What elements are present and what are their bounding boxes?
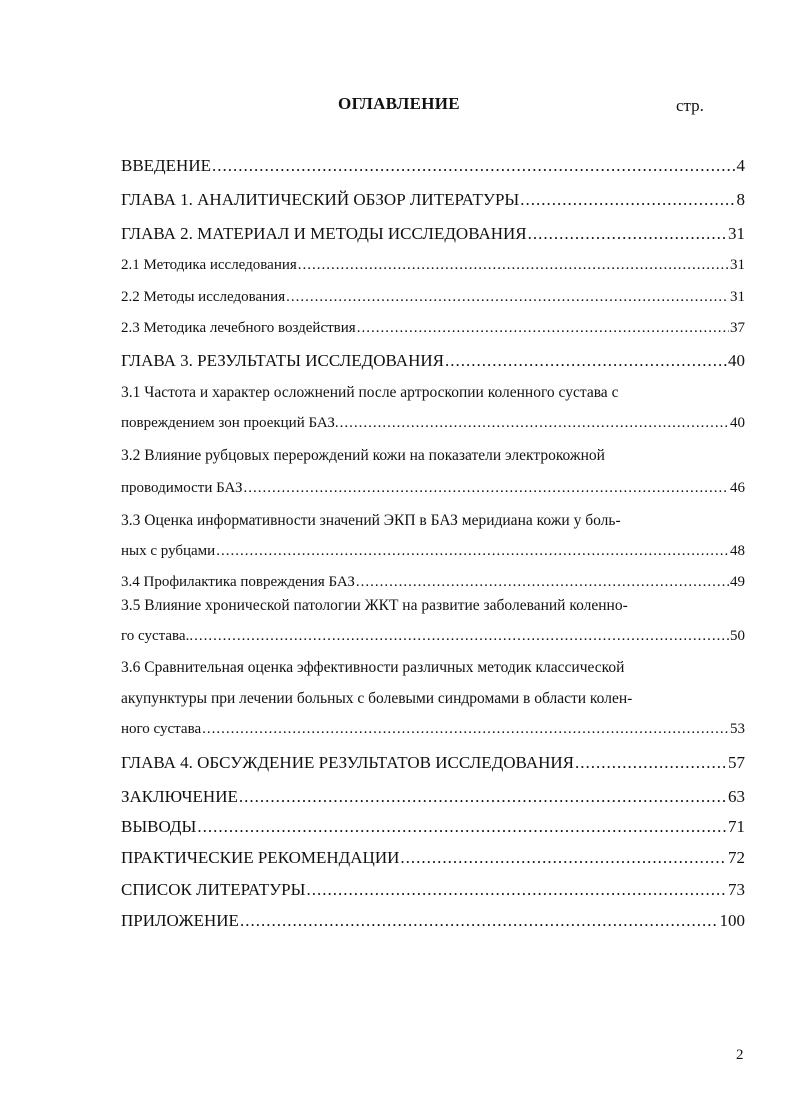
toc-entry-3-5[interactable]: го сустава.. ..... 50 [121,628,745,645]
toc-entry-chapter-2[interactable]: ГЛАВА 2. МАТЕРИАЛ И МЕТОДЫ ИССЛЕДОВАНИЯ ..... 31 [121,224,745,244]
toc-entry-chapter-3[interactable]: ГЛАВА 3. РЕЗУЛЬТАТЫ ИССЛЕДОВАНИЯ ..... 40 [121,351,745,371]
toc-entry-2-2[interactable]: 2.2 Методы исследования ..... 31 [121,289,745,306]
toc-entry-findings[interactable]: ВЫВОДЫ ..... 71 [121,817,745,837]
toc-entry-chapter-1[interactable]: ГЛАВА 1. АНАЛИТИЧЕСКИЙ ОБЗОР ЛИТЕРАТУРЫ ..... 8 [121,190,745,210]
toc-entry-recommendations[interactable]: ПРАКТИЧЕСКИЕ РЕКОМЕНДАЦИИ ..... 72 [121,848,745,868]
page-number: 2 [736,1047,744,1063]
toc-entry-3-1[interactable]: повреждением зон проекций БАЗ. ..... 40 [121,415,745,432]
toc-entry-2-3[interactable]: 2.3 Методика лечебного воздействия ..... 37 [121,320,745,337]
toc-entry-3-4[interactable]: 3.4 Профилактика повреждения БАЗ ..... 49 [121,574,745,591]
toc-entry-3-5-line-1[interactable]: 3.5 Влияние хронической патологии ЖКТ на развитие заболеваний коленно- [121,597,628,614]
toc-entry-3-2-line-1[interactable]: 3.2 Влияние рубцовых перерождений кожи на показатели электрокожной [121,447,605,464]
toc-entry-introduction[interactable]: ВВЕДЕНИЕ ..... 4 [121,156,745,176]
toc-entry-3-6-line-1[interactable]: 3.6 Сравнительная оценка эффективности различных методик классической [121,659,625,676]
page-column-label: стр. [676,96,704,115]
toc-entry-3-3[interactable]: ных с рубцами ..... 48 [121,543,745,560]
toc-entry-conclusion[interactable]: ЗАКЛЮЧЕНИЕ ..... 63 [121,787,745,807]
toc-entry-appendix[interactable]: ПРИЛОЖЕНИЕ ..... 100 [121,911,745,931]
toc-entry-chapter-4[interactable]: ГЛАВА 4. ОБСУЖДЕНИЕ РЕЗУЛЬТАТОВ ИССЛЕДОВАНИЯ ..... 57 [121,753,745,773]
page-title: ОГЛАВЛЕНИЕ [338,94,460,113]
toc-entry-3-6-line-2[interactable]: акупунктуры при лечении больных с болевыми синдромами в области колен- [121,690,633,707]
toc-entry-3-2[interactable]: проводимости БАЗ ..... 46 [121,480,745,497]
toc-entry-references[interactable]: СПИСОК ЛИТЕРАТУРЫ ..... 73 [121,880,745,900]
toc-entry-2-1[interactable]: 2.1 Методика исследования ..... 31 [121,257,745,274]
toc-entry-3-1-line-1[interactable]: 3.1 Частота и характер осложнений после артроскопии коленного сустава с [121,384,619,401]
toc-entry-3-3-line-1[interactable]: 3.3 Оценка информативности значений ЭКП в БАЗ меридиана кожи у боль- [121,512,621,529]
toc-entry-3-6[interactable]: ного сустава ..... 53 [121,721,745,738]
